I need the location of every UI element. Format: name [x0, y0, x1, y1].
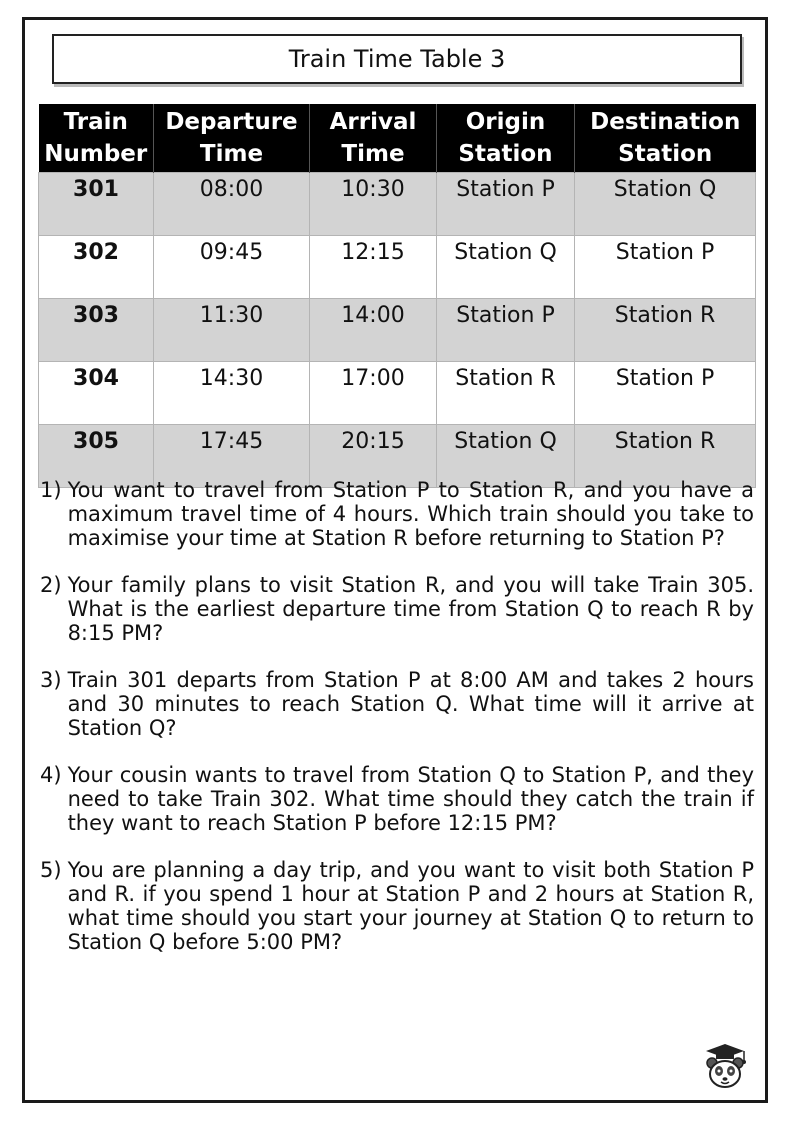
train-number-cell: 304 — [39, 362, 154, 425]
destination-cell: Station P — [575, 362, 756, 425]
destination-cell: Station P — [575, 236, 756, 299]
question-text: You want to travel from Station P to Station R, and you have a maximum travel time of 4 hours. Which train should you take to maximise your time at Station R before returning to Station P? — [67, 478, 754, 550]
origin-cell: Station P — [437, 299, 575, 362]
question-5 — [40, 858, 754, 954]
table-row — [39, 362, 756, 425]
train-number-cell: 303 — [39, 299, 154, 362]
question-text: You are planning a day trip, and you want to visit both Station P and R. if you spend 1 hour at Station P and 2 hours at Station R, what time should you start your journey at Station Q to return to Station Q before 5:00 PM? — [67, 858, 754, 954]
table-row — [39, 236, 756, 299]
destination-cell: Station R — [575, 299, 756, 362]
departure-cell: 17:45 — [154, 425, 310, 488]
table-row — [39, 173, 756, 236]
train-number-cell: 302 — [39, 236, 154, 299]
arrival-cell: 12:15 — [310, 236, 437, 299]
timetable — [38, 104, 756, 488]
question-3 — [40, 668, 754, 740]
origin-cell: Station Q — [437, 236, 575, 299]
page-title: Train Time Table 3 — [288, 45, 506, 73]
header-arrival-time: Arrival Time — [310, 104, 437, 173]
question-number: 5) — [40, 858, 62, 882]
train-number-cell: 305 — [39, 425, 154, 488]
departure-cell: 08:00 — [154, 173, 310, 236]
origin-cell: Station R — [437, 362, 575, 425]
question-number: 2) — [40, 573, 62, 597]
question-1 — [40, 478, 754, 550]
header-destination-station: Destination Station — [575, 104, 756, 173]
departure-cell: 14:30 — [154, 362, 310, 425]
header-row — [39, 104, 756, 173]
question-2 — [40, 573, 754, 645]
departure-cell: 11:30 — [154, 299, 310, 362]
title-box — [52, 34, 742, 84]
header-train-number: Train Number — [39, 104, 154, 173]
question-number: 4) — [40, 763, 62, 787]
question-number: 3) — [40, 668, 62, 692]
train-number-cell: 301 — [39, 173, 154, 236]
question-text: Your family plans to visit Station R, and you will take Train 305. What is the earliest departure time from Station Q to reach R by 8:15 PM? — [67, 573, 754, 645]
arrival-cell: 20:15 — [310, 425, 437, 488]
table-row — [39, 299, 756, 362]
arrival-cell: 14:00 — [310, 299, 437, 362]
departure-cell: 09:45 — [154, 236, 310, 299]
question-text: Train 301 departs from Station P at 8:00 AM and takes 2 hours and 30 minutes to reach Station Q. What time will it arrive at Station Q? — [67, 668, 754, 740]
graduate-panda-icon — [700, 1041, 750, 1091]
origin-cell: Station P — [437, 173, 575, 236]
header-departure-time: Departure Time — [154, 104, 310, 173]
destination-cell: Station Q — [575, 173, 756, 236]
question-number: 1) — [40, 478, 62, 502]
header-origin-station: Origin Station — [437, 104, 575, 173]
destination-cell: Station R — [575, 425, 756, 488]
question-4 — [40, 763, 754, 835]
arrival-cell: 10:30 — [310, 173, 437, 236]
origin-cell: Station Q — [437, 425, 575, 488]
questions-list — [40, 478, 754, 977]
arrival-cell: 17:00 — [310, 362, 437, 425]
question-text: Your cousin wants to travel from Station Q to Station P, and they need to take Train 302. What time should they catch the train if they want to reach Station P before 12:15 PM? — [67, 763, 754, 835]
